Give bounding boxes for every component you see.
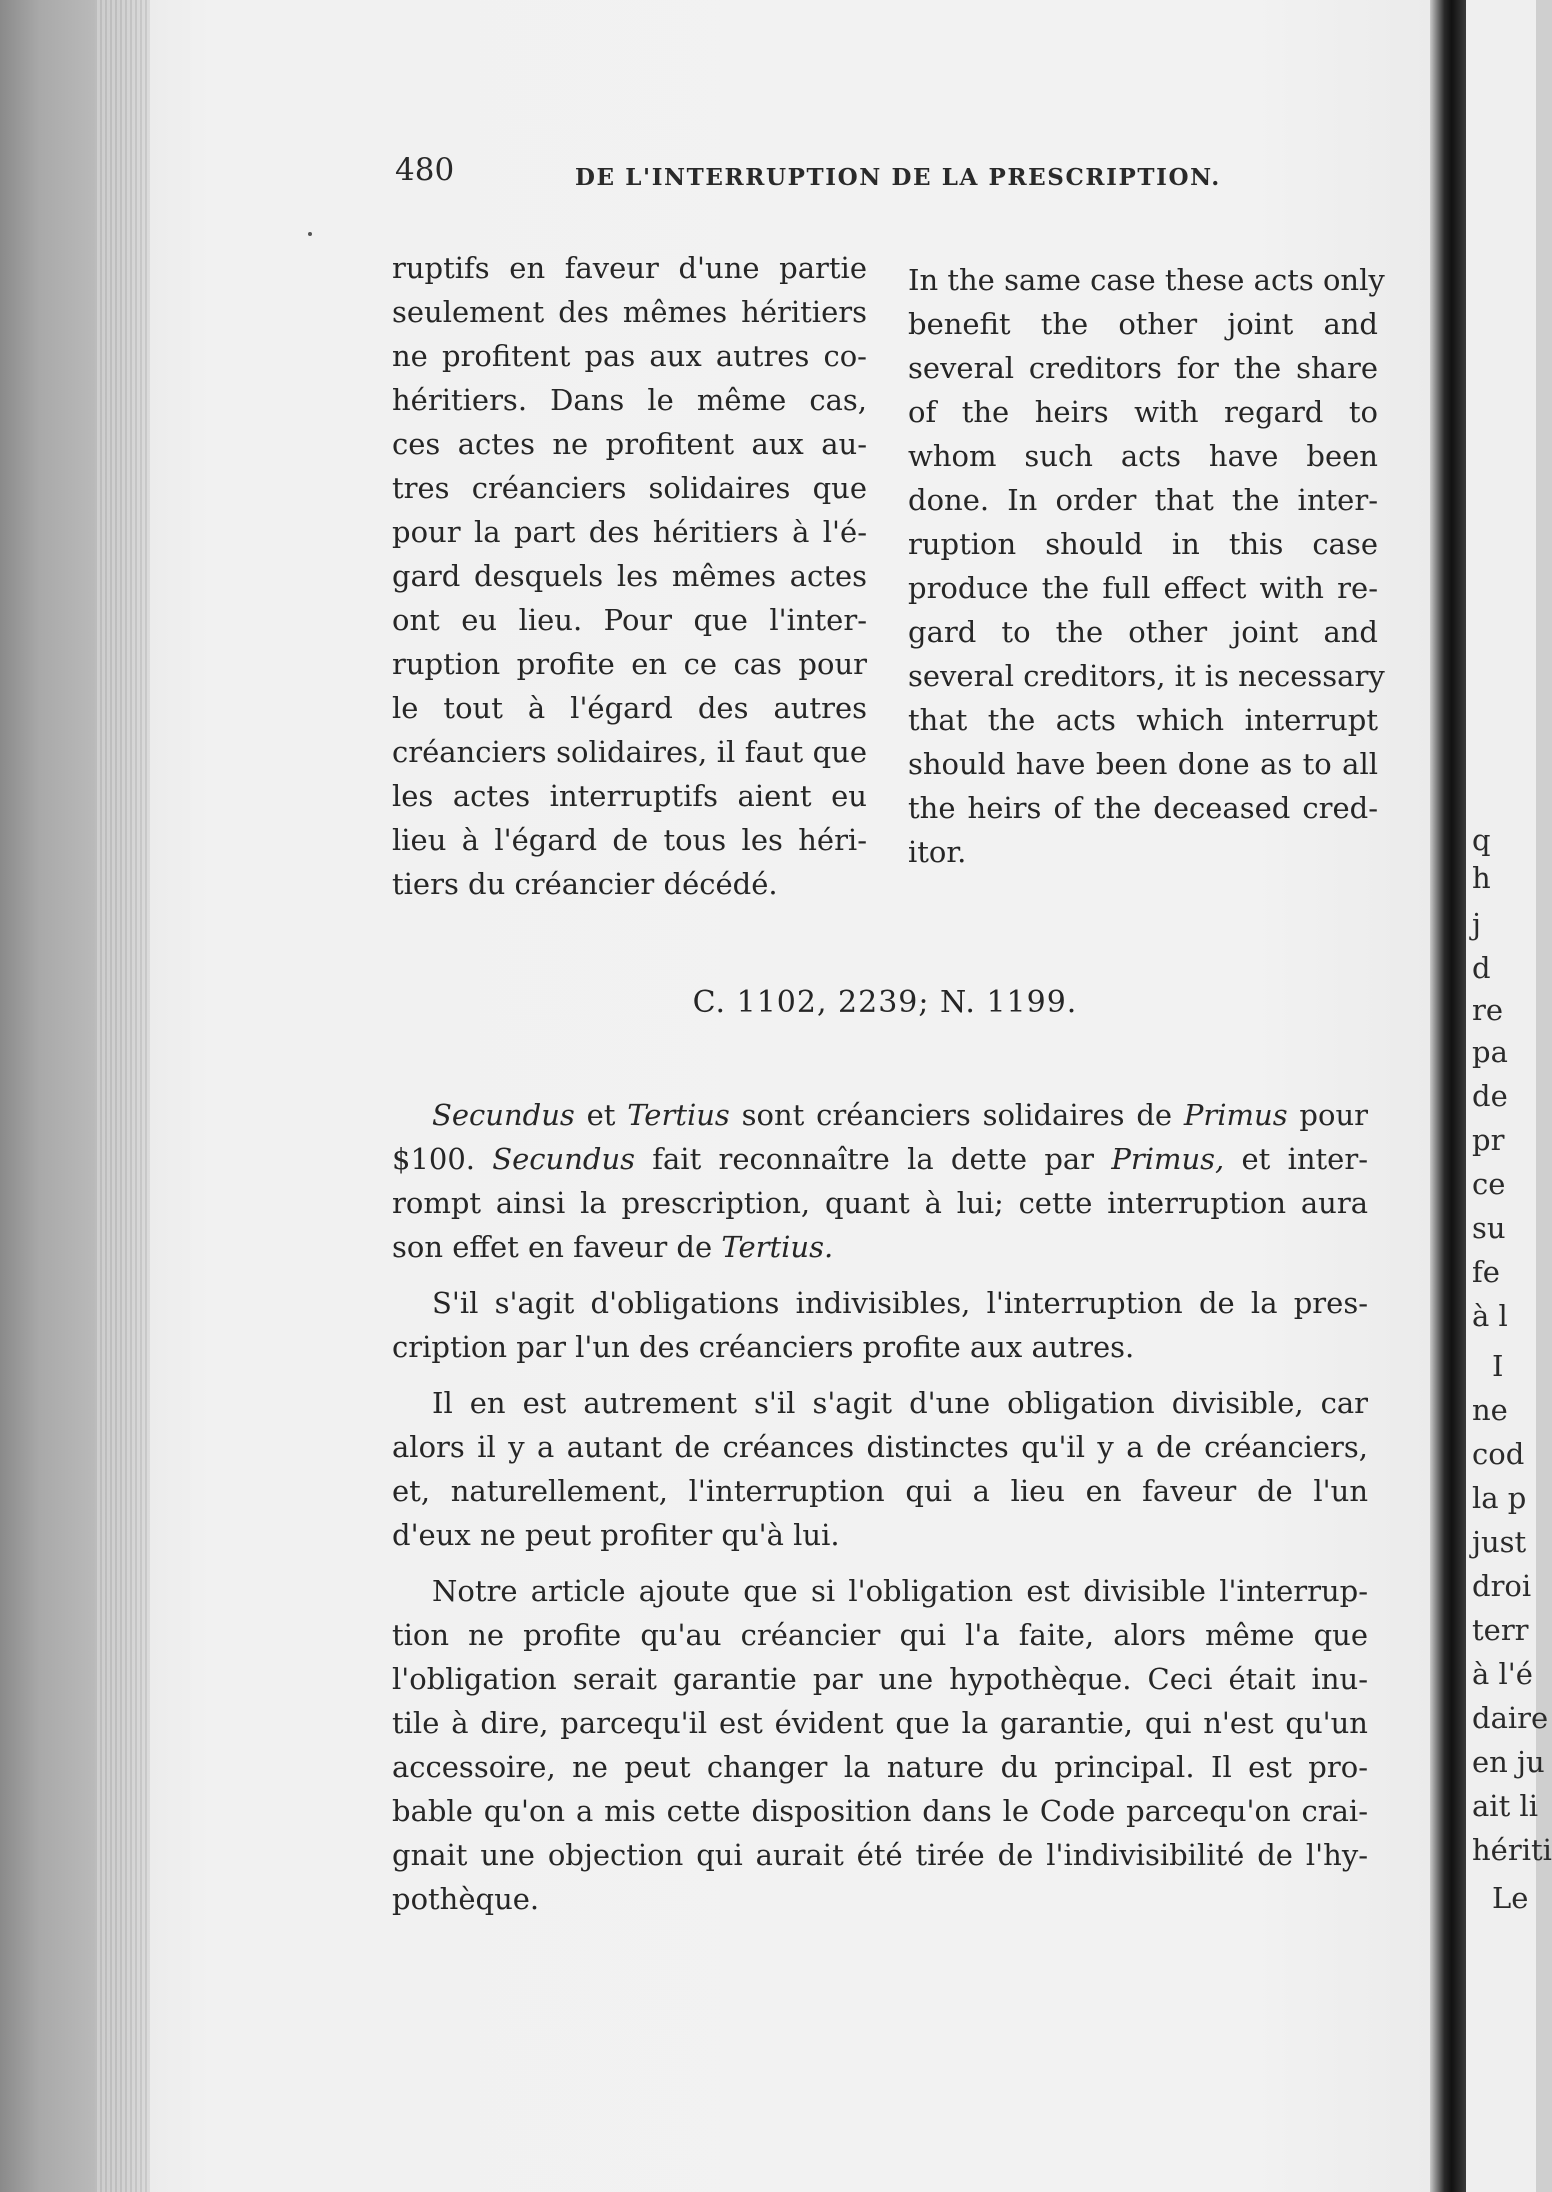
text-line: ces actes ne profitent aux au- <box>392 427 867 461</box>
adjacent-text: su <box>1472 1211 1506 1245</box>
text-line: tres créanciers solidaires que <box>392 471 867 505</box>
text-line: ruption profite en ce cas pour <box>392 647 867 681</box>
commentary-paragraph <box>392 1569 1368 1921</box>
commentary-paragraph <box>392 1281 1368 1369</box>
commentary-paragraph <box>392 1381 1368 1557</box>
text-line: créanciers solidaires, il faut que <box>392 735 867 769</box>
text-line: le tout à l'égard des autres <box>392 691 867 725</box>
adjacent-text: ait li <box>1472 1789 1538 1823</box>
running-title: DE L'INTERRUPTION DE LA PRESCRIPTION. <box>575 164 1221 191</box>
english-column <box>908 258 1385 874</box>
text-line: ruptifs en faveur d'une partie <box>392 251 867 285</box>
text-line: produce the full effect with re- <box>908 571 1378 605</box>
text-line: ne profitent pas aux autres co- <box>392 339 867 373</box>
adjacent-text: h <box>1472 861 1491 895</box>
text-line: tiers du créancier décédé. <box>392 867 778 901</box>
text-line: tile à dire, parcequ'il est évident que la garantie, qui n'est qu'un <box>392 1706 1368 1740</box>
text-line: several creditors for the share <box>908 351 1378 385</box>
text-line: itor. <box>908 835 967 869</box>
text-run: sont créanciers solidaires de <box>729 1098 1184 1132</box>
adjacent-text: droi <box>1472 1569 1532 1603</box>
text-line: gnait une objection qui aurait été tirée de l'indivisibilité de l'hy- <box>392 1838 1368 1872</box>
adjacent-text: Le <box>1492 1881 1529 1915</box>
text-line: ont eu lieu. Pour que l'inter- <box>392 603 867 637</box>
text-line: of the heirs with regard to <box>908 395 1378 429</box>
adjacent-text: re <box>1472 993 1504 1027</box>
adjacent-text: ne <box>1472 1393 1508 1427</box>
adjacent-text: la p <box>1472 1481 1527 1515</box>
text-line: In the same case these acts only <box>908 263 1385 297</box>
text-line: gard to the other joint and <box>908 615 1378 649</box>
text-line: d'eux ne peut profiter qu'à lui. <box>392 1518 840 1552</box>
text-line <box>392 1137 1368 1181</box>
adjacent-text: j <box>1472 907 1481 941</box>
text-line: S'il s'agit d'obligations indivisibles, l'interruption de la pres- <box>432 1286 1368 1320</box>
adjacent-text: daire <box>1472 1701 1549 1735</box>
text-run: pour <box>1287 1098 1368 1132</box>
adjacent-text: pr <box>1472 1123 1505 1157</box>
text-line: seulement des mêmes héritiers <box>392 295 867 329</box>
page-number: 480 <box>395 152 455 188</box>
text-line: cription par l'un des créanciers profite aux autres. <box>392 1330 1135 1364</box>
text-line: les actes interruptifs aient eu <box>392 779 867 813</box>
page-stack-edge <box>95 0 150 2192</box>
article-reference: C. 1102, 2239; N. 1199. <box>692 985 1078 1020</box>
text-line: the heirs of the deceased cred- <box>908 791 1378 825</box>
text-line: l'obligation serait garantie par une hypothèque. Ceci était inu- <box>392 1662 1368 1696</box>
text-line: et, naturellement, l'interruption qui a lieu en faveur de l'un <box>392 1474 1368 1508</box>
adjacent-text: terr <box>1472 1613 1529 1647</box>
adjacent-text: en ju <box>1472 1745 1545 1779</box>
adjacent-text: pa <box>1472 1035 1508 1069</box>
commentary-paragraph <box>392 1093 1368 1269</box>
adjacent-text: cod <box>1472 1437 1525 1471</box>
text-line: that the acts which interrupt <box>908 703 1378 737</box>
text-run: son effet en faveur de <box>392 1230 722 1264</box>
french-column <box>392 246 867 906</box>
text-line: ruption should in this case <box>908 527 1378 561</box>
italic-name: Tertius <box>627 1098 730 1132</box>
adjacent-page-fragment <box>1466 0 1552 2192</box>
italic-name: Tertius. <box>721 1230 834 1264</box>
italic-name: Secundus <box>432 1098 575 1132</box>
text-line: alors il y a autant de créances distinctes qu'il y a de créanciers, <box>392 1430 1368 1464</box>
text-line: done. In order that the inter- <box>908 483 1378 517</box>
adjacent-text: just <box>1472 1525 1527 1559</box>
text-line: tion ne profite qu'au créancier qui l'a faite, alors même que <box>392 1618 1368 1652</box>
text-line: lieu à l'égard de tous les héri- <box>392 823 867 857</box>
text-run: et <box>574 1098 628 1132</box>
text-line: several creditors, it is necessary <box>908 659 1385 693</box>
text-line: héritiers. Dans le même cas, <box>392 383 867 417</box>
text-line <box>392 1093 1368 1137</box>
adjacent-text: d <box>1472 951 1491 985</box>
text-run: fait reconnaître la dette par <box>635 1142 1112 1176</box>
book-gutter <box>1430 0 1466 2192</box>
adjacent-text: hériti <box>1472 1833 1552 1867</box>
text-run: $100. <box>392 1142 493 1176</box>
print-speck <box>308 232 312 236</box>
text-line: benefit the other joint and <box>908 307 1378 341</box>
text-run: et inter- <box>1224 1142 1369 1176</box>
text-line: rompt ainsi la prescription, quant à lui; cette interruption aura <box>392 1186 1368 1220</box>
italic-name: Primus <box>1183 1098 1288 1132</box>
adjacent-text: ce <box>1472 1167 1506 1201</box>
text-line: Il en est autrement s'il s'agit d'une obligation divisible, car <box>432 1386 1368 1420</box>
italic-name: Secundus <box>492 1142 636 1176</box>
italic-name: Primus, <box>1111 1142 1225 1176</box>
adjacent-text: à l <box>1472 1299 1508 1333</box>
text-line <box>392 1225 1368 1269</box>
text-line: whom such acts have been <box>908 439 1378 473</box>
text-line: pothèque. <box>392 1882 540 1916</box>
adjacent-text: à l'é <box>1472 1657 1533 1691</box>
text-line: Notre article ajoute que si l'obligation est divisible l'interrup- <box>432 1574 1368 1608</box>
text-line: should have been done as to all <box>908 747 1378 781</box>
adjacent-text: de <box>1472 1079 1508 1113</box>
text-line: pour la part des héritiers à l'é- <box>392 515 867 549</box>
adjacent-text: fe <box>1472 1255 1500 1289</box>
text-line: gard desquels les mêmes actes <box>392 559 867 593</box>
adjacent-text: q <box>1472 823 1491 857</box>
adjacent-text: I <box>1492 1349 1504 1383</box>
text-line: bable qu'on a mis cette disposition dans le Code parcequ'on crai- <box>392 1794 1368 1828</box>
commentary <box>392 1093 1368 1933</box>
text-line: accessoire, ne peut changer la nature du principal. Il est pro- <box>392 1750 1368 1784</box>
page-header <box>395 152 1395 202</box>
